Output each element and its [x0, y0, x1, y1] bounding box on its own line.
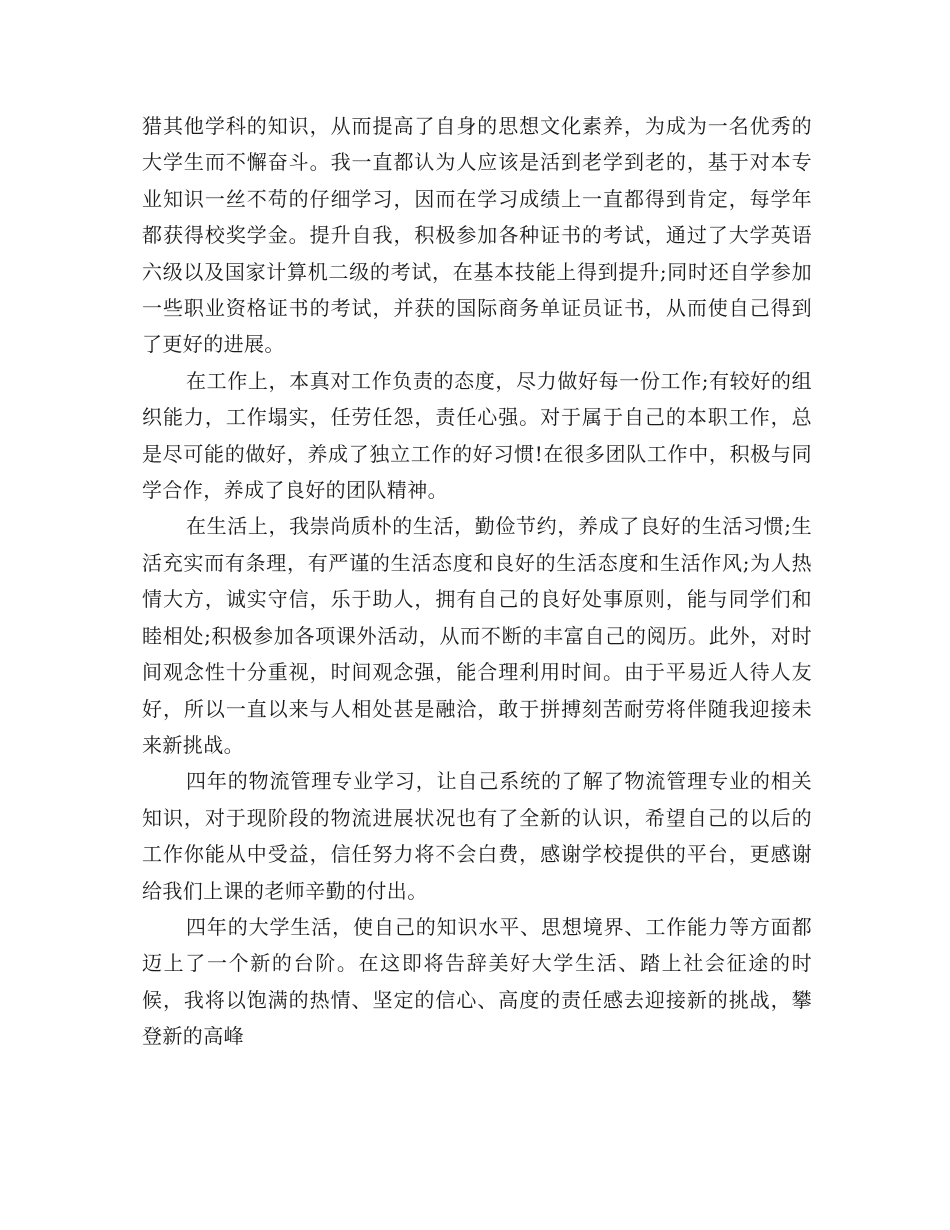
- paragraph-1: 猎其他学科的知识，从而提高了自身的思想文化素养，为成为一名优秀的大学生而不懈奋斗。我一直都认为人应该是活到老学到老的，基于对本专业知识一丝不苟的仔细学习，因而在学习成绩上一直都得到肯定，每学年都获得校奖学金。提升自我，积极参加各种证书的考试，通过了大学英语六级以及国家计算机二级的考试，在基本技能上得到提升;同时还自学参加一些职业资格证书的考试，并获的国际商务单证员证书，从而使自己得到了更好的进展。: [142, 114, 812, 357]
- paragraph-5: 四年的大学生活，使自己的知识水平、思想境界、工作能力等方面都迈上了一个新的台阶。在这即将告辞美好大学生活、踏上社会征途的时候，我将以饱满的热情、坚定的信心、高度的责任感去迎接新的挑战，攀登新的高峰: [142, 914, 812, 1049]
- paragraph-2: 在工作上，本真对工作负责的态度，尽力做好每一份工作;有较好的组织能力，工作塌实，任劳任怨，责任心强。对于属于自己的本职工作，总是尽可能的做好，养成了独立工作的好习惯!在很多团队工作中，积极与同学合作，养成了良好的团队精神。: [142, 368, 812, 503]
- paragraph-3: 在生活上，我崇尚质朴的生活，勤俭节约，养成了良好的生活习惯;生活充实而有条理，有严谨的生活态度和良好的生活态度和生活作风;为人热情大方，诚实守信，乐于助人，拥有自己的良好处事原则，能与同学们和睦相处;积极参加各项课外活动，从而不断的丰富自己的阅历。此外，对时间观念性十分重视，时间观念强，能合理利用时间。由于平易近人待人友好，所以一直以来与人相处甚是融洽，敢于拼搏刻苦耐劳将伴随我迎接未来新挑战。: [142, 514, 812, 757]
- document-body: [142, 108, 812, 1055]
- paragraph-4: 四年的物流管理专业学习，让自己系统的了解了物流管理专业的相关知识，对于现阶段的物流进展状况也有了全新的认识，希望自己的以后的工作你能从中受益，信任努力将不会白费，感谢学校提供的平台，更感谢给我们上课的老师辛勤的付出。: [142, 769, 812, 903]
